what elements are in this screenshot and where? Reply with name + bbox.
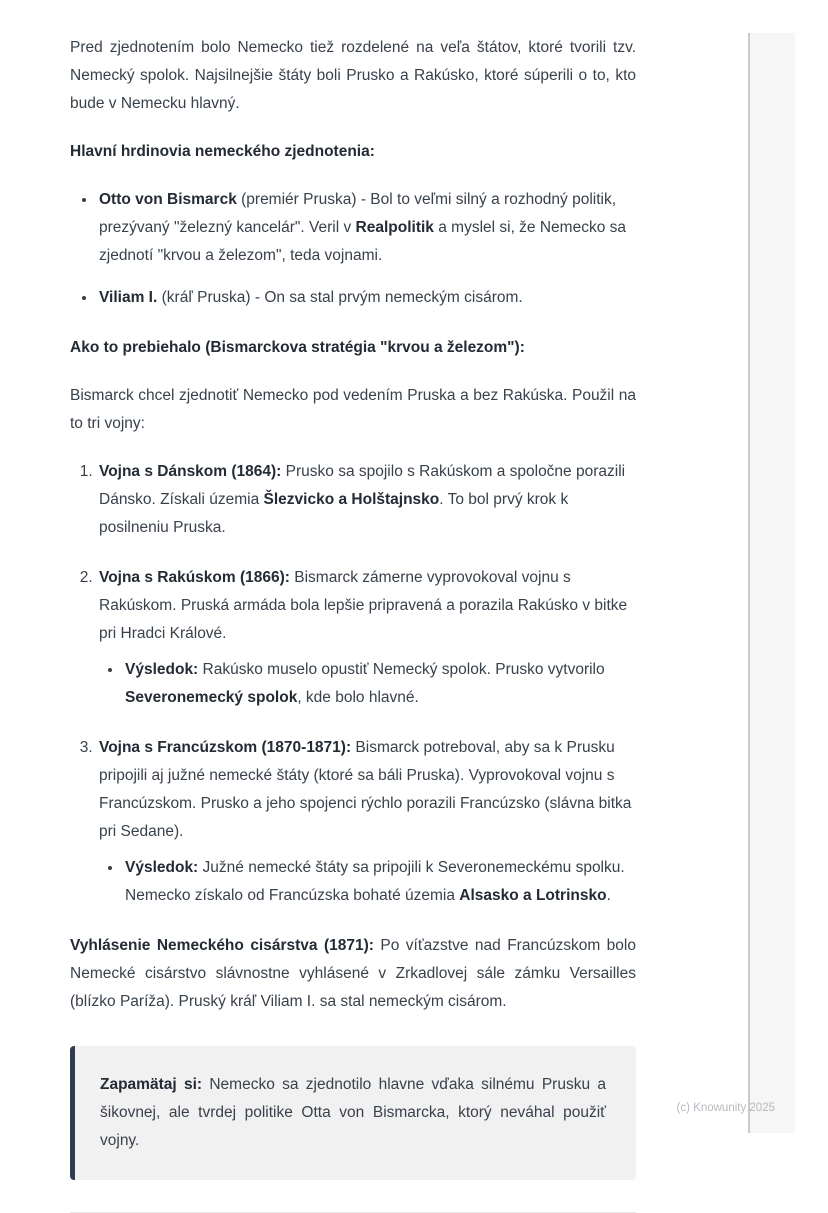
list-item-war-austria [97,564,636,712]
result-sublist [99,656,636,712]
list-item-text: Výsledok: Rakúsko muselo opustiť Nemecký spolok. Prusko vytvorilo Severonemecký spolok, kde bolo hlavné. [125,661,605,706]
list-item-text: Otto von Bismarck (premiér Pruska) - Bol to veľmi silný a rozhodný politik, prezývaný "železný kancelár". Veril v Realpolitik a myslel si, že Nemecko sa zjednotí "krvou a železom", teda vojnami. [99,191,627,264]
wars-ordered-list [70,458,636,910]
heading-how-it-happened: Ako to prebiehalo (Bismarckova stratégia "krvou a železom"): [70,339,525,356]
list-item-text: Vojna s Rakúskom (1866): Bismarck zámerne vyprovokoval vojnu s Rakúskom. Pruská armáda bola lepšie pripravená a porazila Rakúsko v bitke pri Hradci Králové. [99,569,628,642]
list-item-text: Viliam I. (kráľ Pruska) - On sa stal prvým nemeckým cisárom. [99,289,523,306]
plan-paragraph: Bismarck chcel zjednotiť Nemecko pod vedením Pruska a bez Rakúska. Použil na to tri vojny: [70,387,636,432]
heroes-list [70,186,636,312]
result-sublist [99,854,636,910]
list-item-text: Výsledok: Južné nemecké štáty sa pripojili k Severonemeckému spolku. Nemecko získalo od Francúzska bohaté územia Alsasko a Lotrinsko. [125,859,625,904]
proclamation-paragraph: Vyhlásenie Nemeckého cisárstva (1871): Po víťazstve nad Francúzskom bolo Nemecké cisárstvo slávnostne vyhlásené v Zrkadlovej sále zámku Versailles (blízko Paríža). Pruský kráľ Viliam I. sa stal nemeckým cisárom. [70,937,636,1010]
list-item-text: Vojna s Dánskom (1864): Prusko sa spojilo s Rakúskom a spoločne porazili Dánsko. Získali územia Šlezvicko a Holštajnsko. To bol prvý krok k posilneniu Pruska. [99,463,626,536]
intro-paragraph: Pred zjednotením bolo Nemecko tiež rozdelené na veľa štátov, ktoré tvorili tzv. Nemecký spolok. Najsilnejšie štáty boli Prusko a Rakúsko, ktoré súperili o to, kto bude v Nemecku hlavný. [70,39,636,112]
list-item [97,284,636,312]
copyright-watermark: (c) Knowunity 2025 [676,1102,775,1114]
callout-note [70,1046,636,1180]
scrollbar[interactable] [748,33,795,1133]
list-item-war-denmark [97,458,636,542]
list-item-result [123,656,636,712]
heading-heroes: Hlavní hrdinovia nemeckého zjednotenia: [70,143,375,160]
list-item-text: Vojna s Francúzskom (1870-1871): Bismarck potreboval, aby sa k Prusku pripojili aj južné nemecké štáty (ktoré sa báli Pruska). Vyprovokoval vojnu s Francúzskom. Prusko a jeho spojenci rýchlo porazili Francúzsko (slávna bitka pri Sedane). [99,739,632,840]
list-item-result [123,854,636,910]
document-content [70,34,636,1213]
list-item [97,186,636,270]
list-item-war-france [97,734,636,910]
callout-accent-bar [70,1046,75,1180]
callout-text: Zapamätaj si: Nemecko sa zjednotilo hlavne vďaka silnému Prusku a šikovnej, ale tvrdej politike Otta von Bismarcka, ktorý neváhal použiť vojny. [100,1076,606,1149]
